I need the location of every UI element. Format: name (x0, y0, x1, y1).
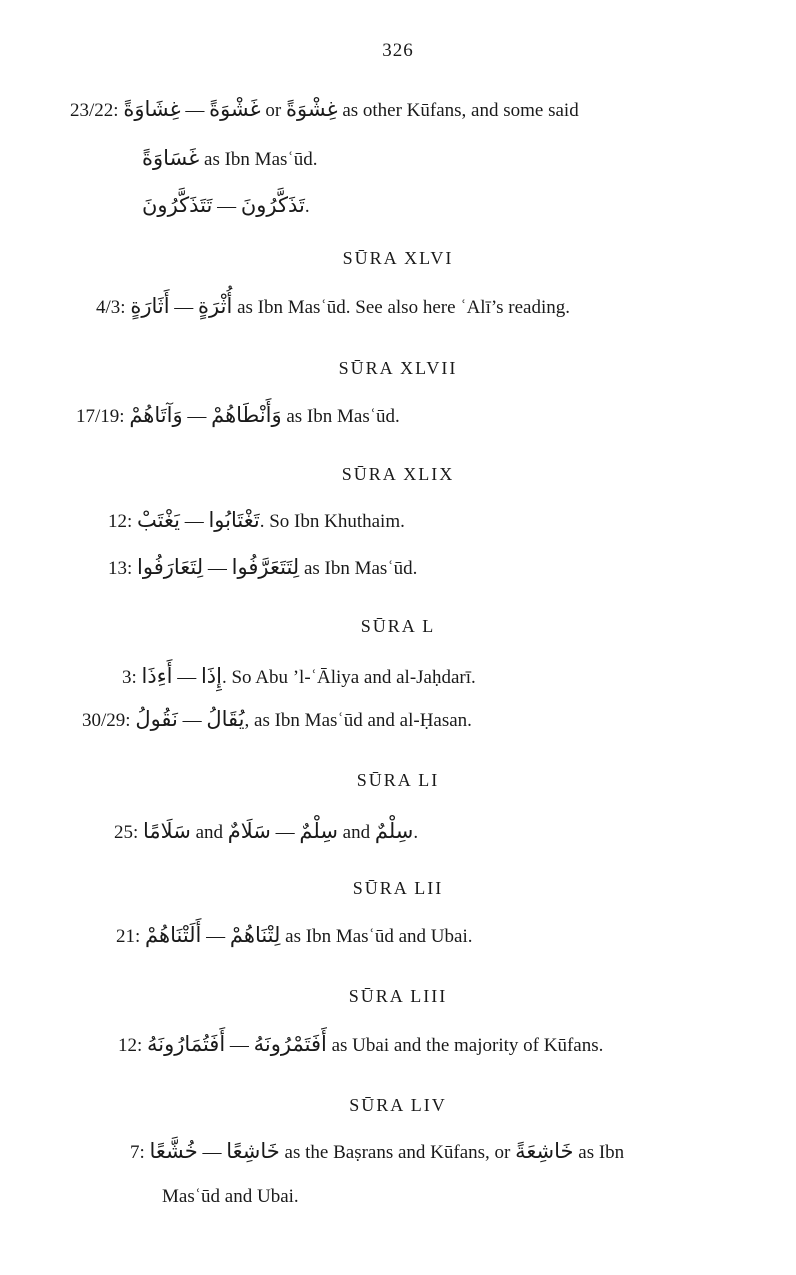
arabic-word: وَآتَاهُمْ (129, 403, 183, 427)
text: . So Ibn Khuthaim. (259, 511, 405, 532)
dash: — (229, 1035, 249, 1056)
dash: — (177, 667, 197, 688)
entry-line (116, 922, 473, 950)
verse-ref: 23/22: (70, 100, 119, 121)
dash: — (185, 100, 205, 121)
dash: — (187, 406, 207, 427)
verse-ref: 3: (122, 667, 137, 688)
arabic-word: خُشَّعًا (149, 1139, 198, 1163)
arabic-word: نَقُولُ (135, 707, 178, 731)
verse-ref: 12: (108, 511, 133, 532)
arabic-word: لِتَعَارَفُوا (137, 555, 204, 579)
arabic-word: خَاشِعَةً (515, 1139, 574, 1163)
dash: — (182, 710, 202, 731)
arabic-word: أَفَتُمَارُونَهُ (147, 1032, 226, 1056)
sura-heading: SŪRA LI (356, 770, 440, 790)
sura-heading: SŪRA LIII (348, 986, 448, 1006)
entry-line (118, 1031, 603, 1059)
verse-ref: 21: (116, 926, 141, 947)
arabic-word: تَتَذَكَّرُونَ (142, 193, 213, 217)
text: . (413, 822, 419, 843)
verse-ref: 25: (114, 822, 139, 843)
arabic-word: أَلَتْنَاهُمْ (145, 923, 202, 947)
text: as Ubai and the majority of Kūfans. (331, 1035, 604, 1056)
arabic-word: إِذَا (200, 664, 222, 688)
verse-ref: 13: (108, 558, 133, 579)
entry-line (96, 293, 570, 321)
entry-line (142, 145, 317, 173)
arabic-word: خَاشِعًا (226, 1139, 280, 1163)
sura-heading: SŪRA XLVII (338, 358, 458, 378)
dash: — (275, 822, 295, 843)
text: as the Baṣrans and Kūfans, or (284, 1142, 511, 1163)
arabic-word: تَذَكَّرُونَ (240, 193, 305, 217)
arabic-word: يَغْتَبْ (137, 508, 180, 532)
text: as Ibn Masʿūd. (303, 558, 418, 579)
arabic-word: سِلْمٌ (374, 819, 414, 843)
verse-ref: 17/19: (76, 406, 125, 427)
text: and (342, 822, 371, 843)
arabic-word: سَلَامٌ (227, 819, 271, 843)
entry-line (108, 554, 417, 582)
dash: — (217, 196, 237, 217)
dash: — (174, 297, 194, 318)
text: as Ibn Masʿūd. (204, 149, 318, 170)
text: as Ibn Masʿūd. See also here ʿAlī’s reading. (237, 297, 571, 318)
arabic-word: سَلَامًا (143, 819, 191, 843)
arabic-word: أَفَتَمْرُونَهُ (253, 1032, 327, 1056)
text: as Ibn (578, 1142, 625, 1163)
arabic-word: غَشْوَةً (209, 97, 261, 121)
entry-line (142, 192, 310, 220)
arabic-word: أَءِذَا (141, 664, 173, 688)
dash: — (207, 558, 227, 579)
text: as Ibn Masʿūd and Ubai. (285, 926, 473, 947)
entry-line (70, 96, 579, 124)
text: as Ibn Masʿūd. (286, 406, 400, 427)
dash: — (206, 926, 226, 947)
arabic-word: تَغْتَابُوا (208, 508, 260, 532)
page-number: 326 (382, 40, 414, 61)
entry-line (76, 402, 400, 430)
arabic-word: لِتَتَعَرَّفُوا (231, 555, 300, 579)
entry-line (114, 818, 418, 846)
text: as other Kūfans, and some said (342, 100, 579, 121)
text: , as Ibn Masʿūd and al-Ḥasan. (244, 710, 472, 731)
entry-line (82, 706, 472, 734)
entry-line (122, 663, 476, 691)
text: or (265, 100, 282, 121)
arabic-word: سِلْمٌ (299, 819, 338, 843)
verse-ref: 4/3: (96, 297, 126, 318)
arabic-word: أَثَارَةٍ (130, 294, 170, 318)
sura-heading: SŪRA XLIX (341, 464, 455, 484)
arabic-word: أُثْرَةٍ (198, 294, 233, 318)
sura-heading: SŪRA L (360, 616, 436, 636)
verse-ref: 30/29: (82, 710, 131, 731)
arabic-word: غِشَاوَةً (123, 97, 181, 121)
arabic-word: يُقَالُ (206, 707, 245, 731)
dash: — (202, 1142, 222, 1163)
verse-ref: 7: (130, 1142, 145, 1163)
text: Masʿūd and Ubai. (162, 1186, 299, 1207)
sura-heading: SŪRA XLVI (342, 248, 454, 268)
text: . So Abu ’l-ʿĀliya and al-Jaḥdarī. (221, 667, 476, 688)
sura-heading: SŪRA LIV (349, 1095, 447, 1115)
arabic-word: غَسَاوَةً (142, 146, 200, 170)
dash: — (184, 511, 204, 532)
verse-ref: 12: (118, 1035, 143, 1056)
entry-line (162, 1184, 299, 1210)
arabic-word: غِشْوَةً (285, 97, 338, 121)
arabic-word: وَأَنْطَاهُمْ (211, 403, 282, 427)
sura-heading: SŪRA LII (352, 878, 444, 898)
entry-line (108, 507, 405, 535)
text: . (304, 196, 310, 217)
entry-line (130, 1138, 624, 1166)
text: and (195, 822, 223, 843)
arabic-word: لِتْنَاهُمْ (229, 923, 281, 947)
